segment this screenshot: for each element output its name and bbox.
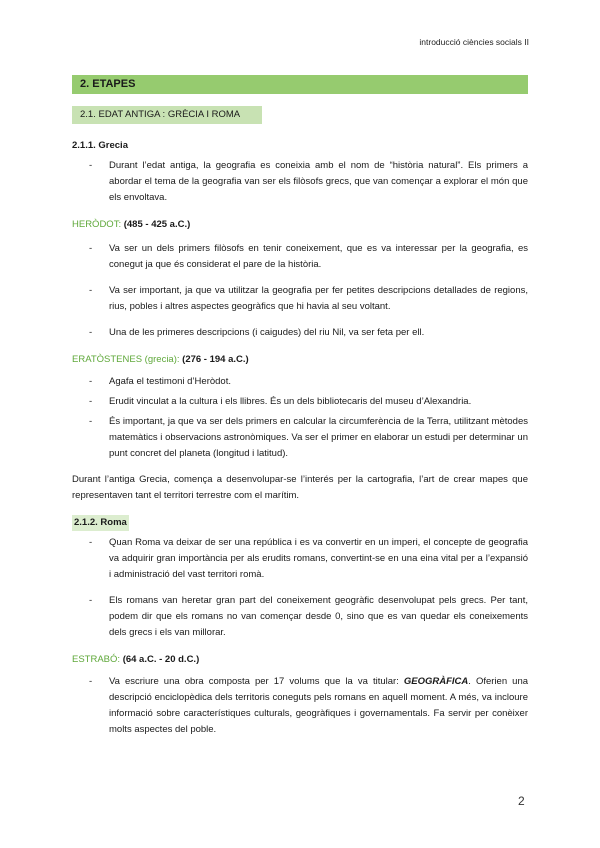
paragraph: Durant l’antiga Grecia, comença a desenvolupar-se l’interés per la cartografia, l’art de crear mapes que representaven tant el territori terrestre com el marítim. (72, 474, 528, 501)
person-dates: (276 - 194 a.C.) (182, 354, 249, 365)
person-dates: (64 a.C. - 20 d.C.) (122, 654, 200, 665)
subsection-heading: 2.1. EDAT ANTIGA : GRÈCIA I ROMA (72, 106, 262, 124)
list-item: - Va ser important, ja que va utilitzar la geografia per fer petites descripcions detallades de regions, rius, pobles i altres aspectes geogràfics que hi havia al seu voltant. (89, 285, 528, 312)
list-item: - Els romans van heretar gran part del coneixement geogràfic desenvolupat pels grecs. Per tant, podem dir que els romans no van començar desde 0, sino que es van quedar els coneixements dels grecs i els van millorar. (89, 595, 528, 638)
herodot-heading (72, 217, 528, 233)
estrabo-heading (72, 652, 528, 668)
page-body (72, 138, 528, 738)
person-name: ESTRABÓ: (72, 654, 121, 665)
list-item: - Va escriure una obra composta per 17 volums que la va titular: GEOGRÀFICA. Oferien una descripció enciclopèdica dels territoris coneguts pels romans en aquell moment. A més, va incloure informació sobre característiques culturals, geogràfiques i governamentals. Fa servir per conèixer molts aspectes del poble. (89, 676, 529, 735)
list-item: - Agafa el testimoni d’Heròdot. (89, 376, 231, 387)
running-header: introducció ciències socials II (419, 37, 529, 47)
list-item: - Erudit vinculat a la cultura i els llibres. És un dels bibliotecaris del museu d’Alexandria. (89, 396, 472, 407)
roma-heading: 2.1.2. Roma (72, 515, 129, 531)
grecia-heading: 2.1.1. Grecia (72, 140, 128, 151)
section-heading: 2. ETAPES (72, 75, 528, 94)
list-item: - Va ser un dels primers filòsofs en tenir coneixement, que es va interessar per la geografia, es conegut ja que és considerat el pare de la història. (89, 243, 528, 270)
list-item: - És important, ja que va ser dels primers en calcular la circumferència de la Terra, utilitzant mètodes matemàtics i observacions astronòmiques. Va ser el primer en elaborar un estudi per determinar un punt concret del planeta (longitud i latitud). (89, 416, 528, 459)
page-number: 2 (518, 794, 525, 808)
list-item: - Durant l’edat antiga, la geografia es coneixia amb el nom de “història natural”. Els primers a abordar el tema de la geografia van ser els filòsofs grecs, que van començar a explorar el món que els envoltava. (89, 160, 528, 203)
list-item: - Una de les primeres descripcions (i caigudes) del riu Nil, va ser feta per ell. (89, 327, 425, 338)
eratostenes-heading (72, 352, 528, 368)
person-dates: (485 - 425 a.C.) (123, 219, 191, 230)
person-name: HERÒDOT: (72, 219, 122, 230)
person-name: ERATÒSTENES (grecia): (72, 354, 180, 365)
list-item: - Quan Roma va deixar de ser una república i es va convertir en un imperi, el concepte de geografia va adquirir gran importància per als erudits romans, convertint-se en una eina vital per a l’expansió i administració del vast territori romà. (89, 537, 528, 580)
work-title: GEOGRÀFICA (403, 676, 469, 687)
